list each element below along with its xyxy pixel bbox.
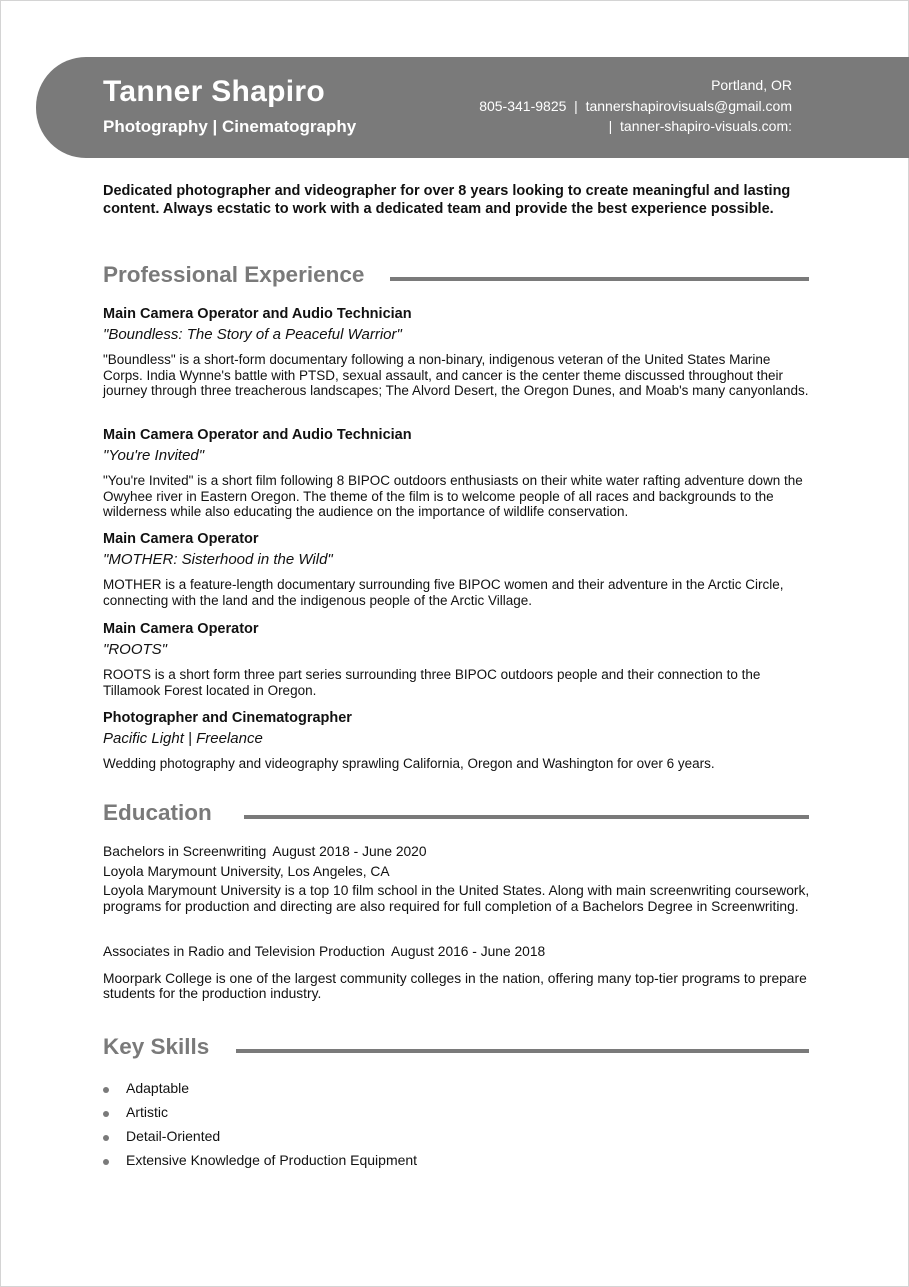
job-role: Photographer and Cinematographer xyxy=(103,710,352,726)
education-degree-line xyxy=(103,844,823,860)
job-project: "ROOTS" xyxy=(103,641,167,658)
skills-section-rule xyxy=(236,1049,809,1053)
contact-phone-email: 805-341-9825 | tannershapirovisuals@gmail.com xyxy=(479,97,792,114)
candidate-tagline: Photography | Cinematography xyxy=(103,117,357,136)
job-role: Main Camera Operator xyxy=(103,531,259,547)
job-project: "Boundless: The Story of a Peaceful Warrior" xyxy=(103,326,402,343)
education-dates: August 2016 - June 2018 xyxy=(390,944,546,959)
education-description: Loyola Marymount University is a top 10 film school in the United States. Along with main screenwriting coursework, programs for production and directing are also required for full completion of a Bachelors Degree in Screenwriting. xyxy=(103,883,810,914)
skill-label: Artistic xyxy=(126,1104,168,1120)
skill-label: Extensive Knowledge of Production Equipment xyxy=(126,1152,418,1168)
job-description: "Boundless" is a short-form documentary following a non-binary, indigenous veteran of the United States Marine Corps. India Wynne's battle with PTSD, sexual assault, and cancer is the center theme discussed throughout their journey through three treacherous landscapes; The Alvord Desert, the Oregon Dunes, and Moab's many canyonlands. xyxy=(103,352,809,398)
job-description: "You're Invited" is a short film following 8 BIPOC outdoors enthusiasts on their white water rafting adventure down the Owyhee river in Eastern Oregon. The theme of the film is to welcome people of all races and backgrounds to the wilderness while also educating the audience on the importance of wildlife conservation. xyxy=(103,473,803,519)
job-entry xyxy=(103,304,813,399)
job-project: "You're Invited" xyxy=(103,447,205,464)
bullet-icon xyxy=(103,1111,109,1117)
education-entry xyxy=(103,944,823,1002)
education-degree: Bachelors in Screenwriting xyxy=(103,844,267,859)
experience-section-rule xyxy=(390,277,809,281)
education-description: Moorpark College is one of the largest community colleges in the nation, offering many top-tier programs to prepare students for the production industry. xyxy=(103,970,807,1001)
skill-label: Detail-Oriented xyxy=(126,1128,221,1144)
candidate-name: Tanner Shapiro xyxy=(103,75,326,108)
job-entry xyxy=(103,619,813,698)
profile-summary: Dedicated photographer and videographer for over 8 years looking to create meaningful and lasting content. Always ecstatic to work with a dedicated team and provide the best experience possible. xyxy=(103,183,791,217)
job-project: Pacific Light | Freelance xyxy=(103,730,263,747)
job-role: Main Camera Operator xyxy=(103,621,259,637)
experience-section-header xyxy=(103,262,813,294)
education-section-header xyxy=(103,800,813,832)
experience-section-title: Professional Experience xyxy=(103,262,365,287)
skill-label: Adaptable xyxy=(126,1080,190,1096)
education-section-title: Education xyxy=(103,800,212,825)
education-degree: Associates in Radio and Television Production xyxy=(103,944,385,959)
bullet-icon xyxy=(103,1087,109,1093)
job-project: "MOTHER: Sisterhood in the Wild" xyxy=(103,551,333,568)
education-degree-line xyxy=(103,944,823,960)
job-entry xyxy=(103,529,813,608)
skills-section-title: Key Skills xyxy=(103,1034,210,1059)
contact-location: Portland, OR xyxy=(711,77,792,93)
job-entry xyxy=(103,708,813,772)
job-role: Main Camera Operator and Audio Technician xyxy=(103,427,412,443)
job-role: Main Camera Operator and Audio Technician xyxy=(103,306,412,322)
job-entry xyxy=(103,425,813,520)
bullet-icon xyxy=(103,1135,109,1141)
education-school: Loyola Marymount University, Los Angeles, CA xyxy=(103,863,390,879)
resume-header xyxy=(36,57,909,158)
education-entry xyxy=(103,844,823,914)
job-description: ROOTS is a short form three part series surrounding three BIPOC outdoors people and their connection to the Tillamook Forest located in Oregon. xyxy=(103,667,761,698)
skills-section-header xyxy=(103,1034,813,1066)
education-section-rule xyxy=(244,815,809,819)
job-description: Wedding photography and videography sprawling California, Oregon and Washington for over 6 years. xyxy=(103,756,715,771)
job-description: MOTHER is a feature-length documentary surrounding five BIPOC women and their adventure in the Arctic Circle, connecting with the land and the indigenous people of the Arctic Village. xyxy=(103,577,784,608)
bullet-icon xyxy=(103,1159,109,1165)
contact-website: | tanner-shapiro-visuals.com: xyxy=(608,118,792,134)
contact-block xyxy=(392,75,792,137)
education-dates: August 2018 - June 2020 xyxy=(272,844,427,859)
